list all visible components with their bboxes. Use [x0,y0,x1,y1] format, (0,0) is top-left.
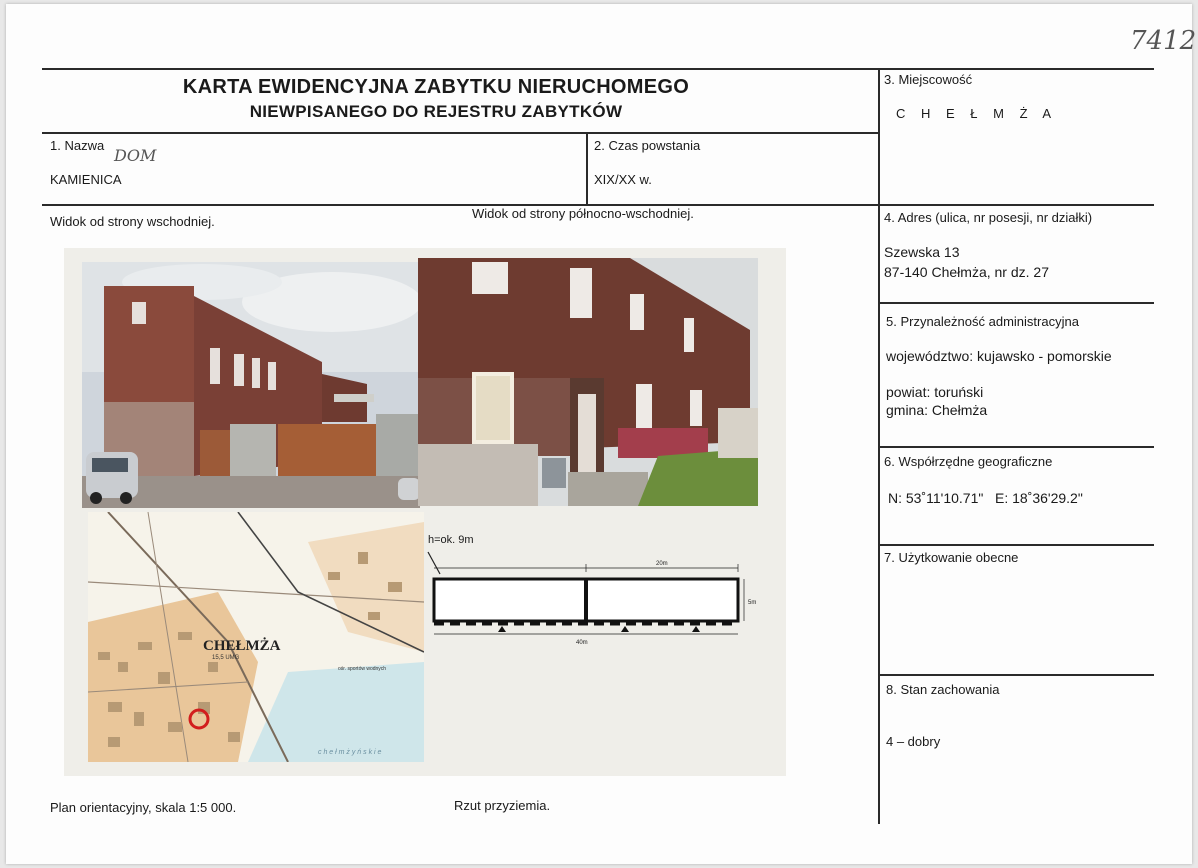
map-elevation: 15,5 UMG [212,655,240,661]
name-handwritten: DOM [114,146,157,165]
condition-value: 4 – dobry [886,734,941,749]
plan-dim-side: 5m [748,600,757,606]
rule-7-8 [880,674,1154,676]
plan-height-note: h=ok. 9m [428,534,474,546]
plan-dim-top: 20m [656,561,668,567]
address-line1: Szewska 13 [884,244,960,260]
name-label: 1. Nazwa [50,138,105,153]
admin-commune: gmina: Chełmża [886,402,988,418]
map-caption: Plan orientacyjny, skala 1:5 000. [50,800,237,815]
plan-caption: Rzut przyziemia. [454,798,551,813]
map-town-label: CHEŁMŻA [203,638,281,654]
record-card [6,4,1197,864]
plan-dim-bottom: 40m [576,640,588,646]
card-title: KARTA EWIDENCYJNA ZABYTKU NIERUCHOMEGO [182,76,690,98]
header-rule [42,132,878,134]
condition-label: 8. Stan zachowania [886,682,1000,697]
rule-6-7 [880,544,1154,546]
plan-drawing [426,548,766,658]
map-sports-label: ośr. sportów wodnych [338,666,387,672]
name-date-divider [586,132,588,204]
card-subtitle: NIEWPISANEGO DO REJESTRU ZABYTKÓW [249,102,623,121]
address-label: 4. Adres (ulica, nr posesji, nr działki) [884,210,1093,225]
admin-county: powiat: toruński [886,384,984,400]
admin-voivodeship: województwo: kujawsko - pomorskie [886,348,1112,364]
date-value: XIX/XX w. [594,172,652,187]
floor-plan [426,534,786,664]
coords-value: N: 53˚11'10.71" E: 18˚36'29.2" [888,490,1083,506]
date-label: 2. Czas powstania [594,138,701,153]
rule-5-6 [880,446,1154,448]
coords-label: 6. Współrzędne geograficzne [884,454,1053,469]
photo1-caption: Widok od strony wschodniej. [50,214,215,229]
map-lake-label: c h e ł m ż y ń s k i e [318,749,382,756]
address-line2: 87-140 Chełmża, nr dz. 27 [884,264,1049,280]
usage-label: 7. Użytkowanie obecne [884,550,1019,565]
rule-4-5 [880,302,1154,304]
photo-east-view [82,262,420,508]
top-rule [42,68,1154,70]
place-label: 3. Miejscowość [884,72,973,87]
photo2-caption: Widok od strony północno-wschodniej. [472,206,694,221]
handwritten-number: 7412 [1130,26,1197,56]
name-value: KAMIENICA [50,172,122,187]
place-value: C H E Ł M Ż A [896,106,1058,121]
orientation-map [88,512,424,762]
photo-north-east-view [418,258,758,506]
admin-label: 5. Przynależność administracyjna [886,314,1079,329]
